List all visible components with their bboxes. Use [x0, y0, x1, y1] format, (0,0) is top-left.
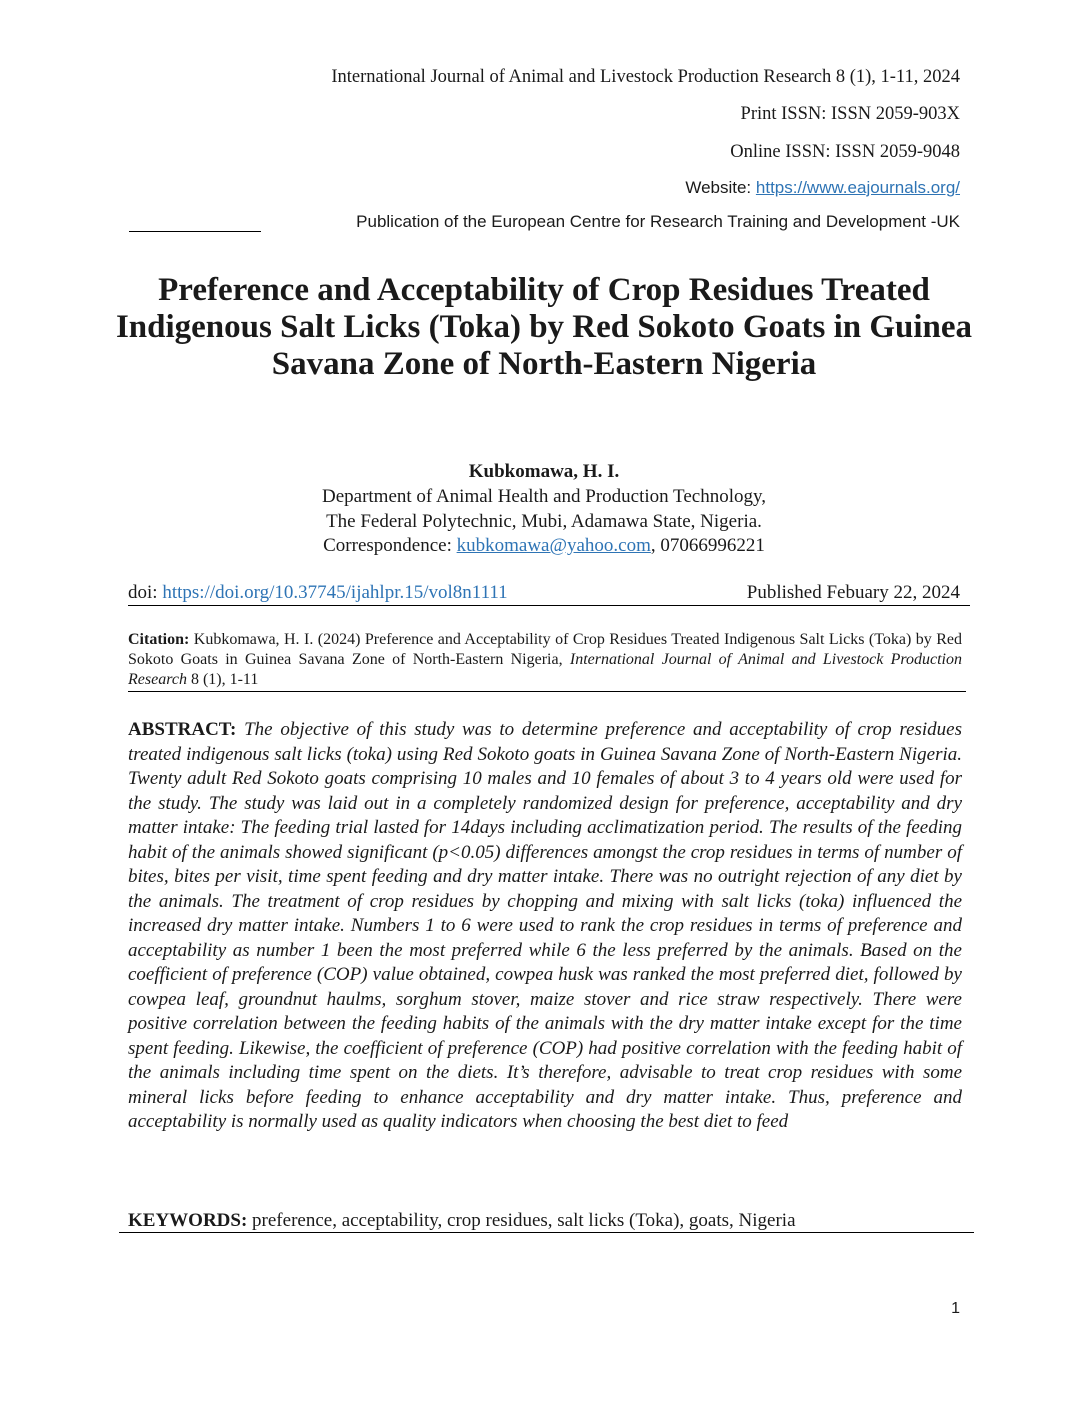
website-label: Website: [685, 178, 756, 197]
citation-block [128, 630, 962, 690]
correspondence-label: Correspondence: [323, 535, 457, 556]
paper-title: Preference and Acceptability of Crop Residues Treated Indigenous Salt Licks (Toka) by Red Sokoto Goats in Guinea Savana Zone of North-Eastern Nigeria [115, 272, 973, 382]
page-number: 1 [951, 1300, 960, 1317]
citation-text: Kubkomawa, H. I. (2024) Preference and Acceptability of Crop Residues Treated Indigenous Salt Licks (Toka) by Red Sokoto Goats in Guinea Savana Zone of North-Eastern Nigeria, [128, 631, 962, 668]
citation-divider [128, 691, 966, 692]
abstract-block [128, 718, 962, 1135]
doi-row [128, 582, 960, 604]
website-link[interactable]: https://www.eajournals.org/ [755, 178, 960, 197]
author-phone: , 07066996221 [650, 535, 765, 556]
doi-label: doi: [128, 582, 163, 603]
published-date: Published Febuary 22, 2024 [746, 582, 960, 603]
keywords-line [128, 1209, 962, 1233]
citation-journal: International Journal of Animal and Livestock Production Research [128, 651, 962, 688]
author-department: Department of Animal Health and Production Technology, [321, 486, 766, 507]
citation-volume: 8 (1), 1-11 [186, 671, 259, 688]
correspondence-line [140, 534, 948, 558]
author-email-link[interactable]: kubkomawa@yahoo.com [456, 535, 651, 556]
doi-link[interactable]: https://doi.org/10.37745/ijahlpr.15/vol8n1111 [162, 582, 508, 603]
keywords-label: KEYWORDS: [128, 1210, 248, 1231]
author-institution: The Federal Polytechnic, Mubi, Adamawa State, Nigeria. [326, 511, 762, 532]
author-name: Kubkomawa, H. I. [468, 461, 620, 482]
doi-divider [128, 605, 970, 606]
print-issn: Print ISSN: ISSN 2059-903X [740, 104, 960, 124]
citation-label: Citation: [128, 631, 190, 648]
abstract-text: The objective of this study was to determine preference and acceptability of crop residues treated indigenous salt licks (toka) using Red Sokoto goats in Guinea Savana Zone of North-Eastern Nigeria. Twenty adult Red Sokoto goats comprising 10 males and 10 females of about 3 to 4 years old were used for the study. The study was laid out in a completely randomized design for preference, acceptability and dry matter intake: The feeding trial lasted for 14days including acclimatization period. The results of the feeding habit of the animals showed significant (p<0.05) differences amongst the crop residues in terms of number of bites, bites per visit, time spent feeding and dry matter intake. There was no outright rejection of any diet by the animals. The treatment of crop residues by chopping and mixing with salt licks (toka) influenced the increased dry matter intake. Numbers 1 to 6 were used to rank the crop residues in terms of preference and acceptability as number 1 been the most preferred while 6 the less preferred by the animals. Based on the coefficient of preference (COP) value obtained, cowpea husk was ranked the most preferred diet, followed by cowpea leaf, groundnut haulms, sorghum stover, maize stover and rice straw respectively. There were positive correlation between the feeding habits of the animals with the dry matter intake except for the time spent feeding. Likewise, the coefficient of preference (COP) had positive correlation with the feeding habit of the animals including time spent on the diets. It’s therefore, advisable to treat crop residues with some mineral licks before feeding to enhance acceptability and dry matter intake. Thus, preference and acceptability is normally used as quality indicators when choosing the best diet to feed [128, 719, 963, 1132]
publication-line: Publication of the European Centre for Research Training and Development -UK [356, 212, 960, 231]
journal-line: International Journal of Animal and Livestock Production Research 8 (1), 1-11, 2024 [331, 67, 960, 87]
website-line [685, 178, 960, 198]
abstract-label: ABSTRACT: [128, 719, 237, 740]
online-issn: Online ISSN: ISSN 2059-9048 [730, 142, 960, 162]
keywords-divider [119, 1232, 974, 1233]
doi-line [128, 582, 508, 604]
header-divider [129, 231, 261, 232]
keywords-text: preference, acceptability, crop residues, salt licks (Toka), goats, Nigeria [247, 1210, 796, 1231]
